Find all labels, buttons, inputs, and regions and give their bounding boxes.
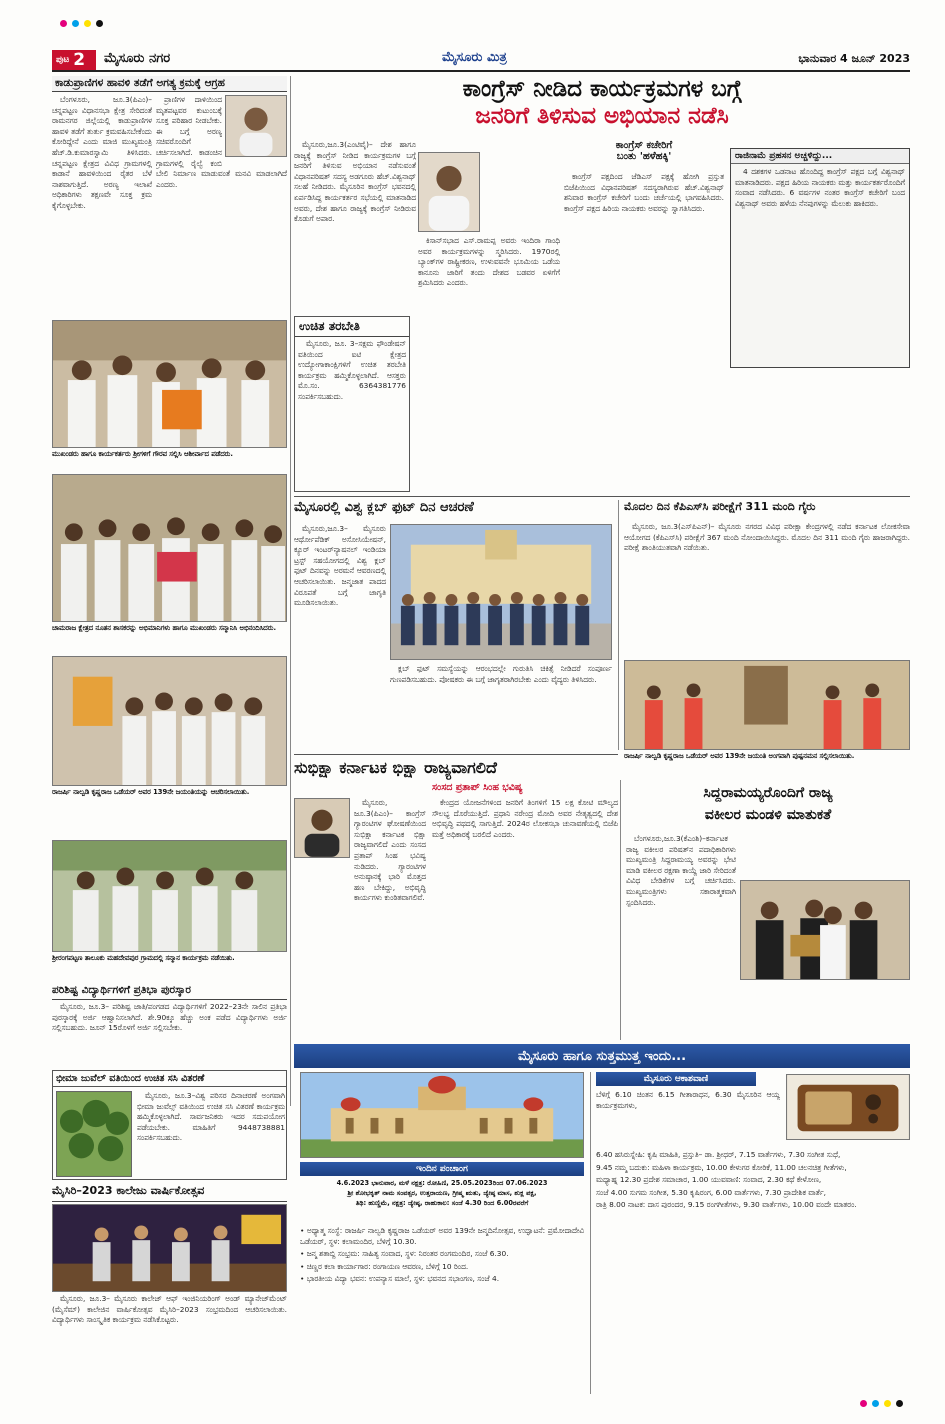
scholar-body-wrap [52,1002,287,1068]
lawyers-headline-1: ಸಿದ್ದರಾಮಯ್ಯರೊಂದಿಗೆ ರಾಜ್ಯ [703,785,833,801]
resign-box [730,148,910,368]
photo-mla-felicitation [52,474,287,622]
page-number-badge [52,50,96,70]
meeting-photo-icon [741,881,909,979]
congress-kicker-1: ಕಾಂಗ್ರೆಸ್ ಕಚೇರಿಗೆ [615,140,673,151]
kpsc-headline-box [624,500,910,520]
training-box [294,316,410,492]
photo-seer-caption: ಮುಖಂಡರು ಹಾಗೂ ಕಾರ್ಯಕರ್ತರು ಶ್ರೀಗಳಿಗೆ ಗೌರವ ಸಲ್ಲಿಸಿ ಆಶೀರ್ವಾದ ಪಡೆದರು. [52,450,233,458]
saplings-box [52,1070,287,1180]
lawyers-headline-2: ವಕೀಲರ ಮಂಡಳಿ ಮಾತುಕತೆ [704,807,832,823]
photo-wadiyar-caption: ರಾಜರ್ಷಿ ನಾಲ್ವಡಿ ಕೃಷ್ಣರಾಜ ಒಡೆಯರ್ ಅವರ 139ನೇ ಜಯಂತಿಯನ್ನು ಆಚರಿಸಲಾಯಿತು. [52,788,250,796]
event-item: • ಜನ್ಮ ಶತಾಬ್ದಿ ಸಂಭ್ರಮ: ಸಾಹಿತ್ಯ ಸಂವಾದ, ಸ್ಥಳ: ನಿರಂತರ ರಂಗಮಂದಿರ, ಸಂಜೆ 6.30. [300,1249,509,1259]
training-body-wrap [295,337,409,407]
club-foot-body2: ಕ್ಲಬ್ ಫುಟ್ ಸಮಸ್ಯೆಯನ್ನು ಆರಂಭದಲ್ಲೇ ಗುರುತಿಸಿ ಚಿಕಿತ್ಸೆ ನೀಡಿದರೆ ಸಂಪೂರ್ಣ ಗುಣಪಡಿಸಬಹುದು. ಪೋಷಕರು ಈ ಬಗ್ಗೆ ಜಾಗೃತರಾಗಿರಬೇಕು ಎಂದು ವೈದ್ಯರು ತಿಳಿಸಿದರು. [390,664,612,684]
portrait-icon [419,153,479,231]
group-photo-icon [53,841,286,951]
congress-body3: ಕಿಸಾನ್‌ಸಭಾದ ಎಸ್.ರಾಮಪ್ಪ ಅವರು ಇಂದಿರಾ ಗಾಂಧಿ ಅವರ ಕಾರ್ಯಕ್ರಮಗಳನ್ನು ಸ್ಮರಿಸಿದರು. 1970ರಲ್ಲಿ ಬ್ಯಾಂಕ್‌ಗಳ ರಾಷ್ಟ್ರೀಕರಣ, ಉಳುವವನೇ ಭೂಮಿಯ ಒಡೆಯ ಕಾನೂನು ಜಾರಿಗೆ ತಂದು ದೇಶದ ಬಡವರ ಏಳಿಗೆಗೆ ಶ್ರಮಿಸಿದರು ಎಂದರು. [418,236,560,288]
congress-kicker-2: ಬಂತು 'ಹಳೆಹಕ್ಕಿ' [616,151,672,162]
radio-photo [786,1074,910,1140]
panchanga-line-2: ಶ್ರೀ ಶೋಭಕೃತ್ ನಾಮ ಸಂವತ್ಸರ, ಉತ್ತರಾಯಣ, ಗ್ರೀಷ್ಮ ಋತು, ಜ್ಯೇಷ್ಠ ಮಾಸ, ಶುಕ್ಲ ಪಕ್ಷ, [347,1189,537,1197]
congress-body-col2 [418,236,560,492]
radio-item: ಮಧ್ಯಾಹ್ನ 12.30 ಪ್ರದೇಶ ಸಮಾಚಾರ, 1.00 ಯುವವಾಣಿ: ಸಂವಾದ, 2.30 ಕಥೆ ಕೇಳೋಣ, [596,1175,822,1185]
congress-body2: ಕಾಂಗ್ರೆಸ್ ಪಕ್ಷದಿಂದ ಜೆಡಿಎಸ್ ಪಕ್ಷಕ್ಕೆ ಹೋಗಿ ಪ್ರಸ್ತುತ ಬಿಜೆಪಿಯಿಂದ ವಿಧಾನಪರಿಷತ್ ಸದಸ್ಯರಾಗಿರುವ ಹೆಚ್.ವಿಶ್ವನಾಥ್ ಶನಿವಾರ ಕಾಂಗ್ರೆಸ್ ಕಚೇರಿಗೆ ಬಂದು ಚರ್ಚೆಯಲ್ಲಿ ಭಾಗವಹಿಸಿದರು. ಕಾಂಗ್ರೆಸ್ ಪಕ್ಷದ ಹಿರಿಯ ನಾಯಕರು ಅವರನ್ನು ಸ್ವಾಗತಿಸಿದರು. [564,172,724,213]
group-photo-icon [53,475,286,621]
plants-icon [57,1092,131,1176]
scholar-headline-box [52,984,287,1000]
resign-body-wrap [731,164,909,214]
resign-headline: ರಾಜಿನಾಮೆ ಪ್ರಹಸನ ಅಚ್ಚಳಿದ್ದು... [731,149,909,164]
radio-schedule [596,1150,910,1394]
radio-item: ಸಂಜೆ 4.00 ಸುಗಮ ಸಂಗೀತ, 5.30 ಕೃಷಿರಂಗ, 6.00 ವಾರ್ತೆಗಳು, 7.30 ಪ್ರಾದೇಶಿಕ ವಾರ್ತೆ, [596,1187,827,1197]
registration-mark [84,20,91,27]
event-item: • ಅಧ್ಯಾತ್ಮ ಸಂಸ್ಥೆ: ರಾಜರ್ಷಿ ನಾಲ್ವಡಿ ಕೃಷ್ಣರಾಜ ಒಡೆಯರ್ ಅವರ 139ನೇ ಜನ್ಮದಿನೋತ್ಸವ, ಉದ್ಘಾಟನೆ: ಪ್ರಮೋದಾದೇವಿ ಒಡೆಯರ್, ಸ್ಥಳ: ಕಲಾಮಂದಿರ, ಬೆಳಿಗ್ಗೆ 10.30. [300,1226,584,1246]
today-banner-text: ಮೈಸೂರು ಹಾಗೂ ಸುತ್ತಮುತ್ತ ಇಂದು... [517,1048,687,1064]
portrait-icon [226,96,286,156]
prathap-headline: ಸುಭಿಕ್ಷಾ ಕರ್ನಾಟಕ ಭಿಕ್ಷಾ ರಾಜ್ಯವಾಗಲಿದೆ [294,758,497,777]
photo-wadiyar-jayanti [52,656,287,786]
club-foot-body-col1 [294,524,386,750]
congress-kicker [564,140,724,168]
registration-mark [896,1400,903,1407]
photo-wadiyar-statue [624,660,910,750]
club-foot-body1: ಮೈಸೂರು,ಜೂ.3– ಮೈಸೂರು ಆರ್ಥೋಪೆಡಿಕ್ ಅಸೋಸಿಯೇಷನ್, ಕ್ಯೂರ್ ಇಂಟರ್‌ನ್ಯಾಷನಲ್ ಇಂಡಿಯಾ ಟ್ರಸ್ಟ್ ಸಹಯೋಗದಲ್ಲಿ ವಿಶ್ವ ಕ್ಲಬ್ ಫುಟ್ ದಿನವನ್ನು ಅರಮನೆ ಆವರಣದಲ್ಲಿ ಆಚರಿಸಲಾಯಿತು. ಜನ್ಮಜಾತ ಪಾದದ ವಿರೂಪತೆ ಬಗ್ಗೆ ಜಾಗೃತಿ ಮೂಡಿಸಲಾಯಿತು. [294,524,386,608]
vishwanath-photo [418,152,480,232]
scholar-body: ಮೈಸೂರು, ಜೂ.3– ಪರಿಶಿಷ್ಟ ಜಾತಿ/ಪಂಗಡದ ವಿದ್ಯಾರ್ಥಿಗಳಿಗೆ 2022–23ನೇ ಸಾಲಿನ ಪ್ರತಿಭಾ ಪುರಸ್ಕಾರಕ್ಕೆ ಅರ್ಜಿ ಆಹ್ವಾನಿಸಲಾಗಿದೆ. ಶೇ.90ಕ್ಕೂ ಹೆಚ್ಚು ಅಂಕ ಪಡೆದ ವಿದ್ಯಾರ್ಥಿಗಳು ಅರ್ಜಿ ಸಲ್ಲಿಸಬಹುದು. ಜೂನ್ 15ರೊಳಗೆ ಅರ್ಜಿ ಸಲ್ಲಿಸಬೇಕು. [52,1002,287,1033]
prathap-body1: ಮೈಸೂರು, ಜೂ.3(ಪಿಎಂ)– ಕಾಂಗ್ರೆಸ್ ಗ್ಯಾರಂಟಿಗಳ ಘೋಷಣೆಯಿಂದ ಸುಭಿಕ್ಷಾ ಕರ್ನಾಟಕ ಭಿಕ್ಷಾ ರಾಜ್ಯವಾಗಲಿದೆ ಎಂದು ಸಂಸದ ಪ್ರತಾಪ್ ಸಿಂಹ ಭವಿಷ್ಯ ನುಡಿದರು. ಗ್ಯಾರಂಟಿಗಳ ಅನುಷ್ಠಾನಕ್ಕೆ ಭಾರಿ ಮೊತ್ತದ ಹಣ ಬೇಕಿದ್ದು, ಅಭಿವೃದ್ಧಿ ಕಾರ್ಯಗಳು ಕುಂಠಿತವಾಗಲಿವೆ. [354,798,426,903]
radio-item: 9.45 ನಮ್ಮ ಬದುಕು: ಮಹಿಳಾ ಕಾರ್ಯಕ್ರಮ, 10.00 ಕೇಳುಗರ ಕೋರಿಕೆ, 11.00 ಚಲನಚಿತ್ರ ಗೀತೆಗಳು, [596,1162,847,1172]
club-foot-headline: ಮೈಸೂರಲ್ಲಿ ವಿಶ್ವ ಕ್ಲಬ್ ಫುಟ್ ದಿನ ಆಚರಣೆ [294,500,474,515]
panchanga-title-bar [300,1162,584,1176]
masthead: ಮೈಸೂರು ಮಿತ್ರ [442,50,507,65]
prathap-body-col1 [354,798,426,1038]
radio-title: ಮೈಸೂರು ಆಕಾಶವಾಣಿ [643,1074,709,1084]
kpsc-headline: ಮೊದಲ ದಿನ ಕೆಪಿಎಸ್‌ಸಿ ಪರೀಕ್ಷೆಗೆ 311 ಮಂದಿ ಗೈರು [624,500,816,513]
issue-date: ಭಾನುವಾರ 4 ಜೂನ್ 2023 [798,52,910,65]
congress-headline-1: ಕಾಂಗ್ರೆಸ್ ನೀಡಿದ ಕಾರ್ಯಕ್ರಮಗಳ ಬಗ್ಗೆ [462,76,742,102]
column-divider [590,1072,591,1394]
saplings-photo [56,1091,132,1177]
radio-item: 6.40 ಹಸಿರುಸ್ನೇಹಿ: ಕೃಷಿ ಮಾಹಿತಿ, ಪ್ರಸ್ತುತಿ– ಡಾ. ಶ್ರೀಧರ್, 7.15 ವಾರ್ತೆಗಳು, 7.30 ಸಂಗೀತ ಸುಧೆ, [596,1150,841,1159]
page-number: 2 [73,50,86,70]
congress-body1: ಮೈಸೂರು,ಜೂ.3(ಎಂಟಿವೈ)– ದೇಶ ಹಾಗೂ ರಾಜ್ಯಕ್ಕೆ ಕಾಂಗ್ರೆಸ್ ನೀಡಿದ ಕಾರ್ಯಕ್ರಮಗಳ ಬಗ್ಗೆ ಜನರಿಗೆ ತಿಳಿಸುವ ಅಭಿಯಾನ ನಡೆಸುವಂತೆ ವಿಧಾನಪರಿಷತ್ ಸದಸ್ಯ ಅಡಗೂರು ಹೆಚ್.ವಿಶ್ವನಾಥ್ ಸಲಹೆ ನೀಡಿದರು. ಮೈಸೂರಿನ ಕಾಂಗ್ರೆಸ್ ಭವನದಲ್ಲಿ ಏರ್ಪಡಿಸಿದ್ದ ಕಾರ್ಯಕರ್ತರ ಸಭೆಯಲ್ಲಿ ಮಾತನಾಡಿದ ಅವರು, ದೇಶ ಹಾಗೂ ರಾಜ್ಯಕ್ಕೆ ಕಾಂಗ್ರೆಸ್ ನೀಡಿರುವ ಕೊಡುಗೆ ಅಪಾರ. [294,140,416,224]
group-photo-icon [53,321,286,447]
college-headline-box [52,1184,287,1202]
radio-intro-wrap [596,1090,780,1150]
farm-debt-body: ಬೆಂಗಳೂರು, ಜೂ.3(ಪಿಎಂ)– ಚನ್ನಪಟ್ಟಣ ವಿಧಾನಸಭಾ ಕ್ಷೇತ್ರ ಸೇರಿದಂತೆ ರಾಮನಗರ ಜಿಲ್ಲೆಯಲ್ಲಿ ಕಾಡುಪ್ರಾಣಿಗಳ ಹಾವಳಿ ತಡೆಗೆ ತುರ್ತು ಕ್ರಮವಹಿಸಬೇಕೆಂದು ಕೋರಿದ್ದೇನೆ ಎಂದು ಮಾಜಿ ಮುಖ್ಯಮಂತ್ರಿ ಹೆಚ್.ಡಿ.ಕುಮಾರಸ್ವಾಮಿ ತಿಳಿಸಿದರು. ಚನ್ನಪಟ್ಟಣ ಕ್ಷೇತ್ರದ ವಿವಿಧ ಗ್ರಾಮಗಳಲ್ಲಿ ಕಾಡಾನೆ ಹಾವಳಿಯಿಂದ ರೈತರ ಬೆಳೆ ನಾಶವಾಗುತ್ತಿದೆ. ಅರಣ್ಯ ಇಲಾಖೆ ಅಧಿಕಾರಿಗಳು ತಕ್ಷಣವೇ ಸೂಕ್ತ ಕ್ರಮ ಕೈಗೊಳ್ಳಬೇಕು. [52,95,152,210]
prathap-headline-box [294,758,618,782]
lawyers-body-wrap [626,834,736,1038]
lawyers-photo [740,880,910,980]
page-header [52,50,910,72]
radio-intro: ಬೆಳಿಗ್ಗೆ 6.10 ಚಿಂತನ 6.15 ಗೀತಾರಾಧನ, 6.30 ಮೈಸೂರಿನ ಆಯ್ದ ಕಾರ್ಯಕ್ರಮಗಳು, [596,1090,780,1110]
farm-debt-body-col1 [52,95,152,315]
college-headline: ಮೈಸಿರಿ–2023 ಕಾಲೇಜು ವಾರ್ಷಿಕೋತ್ಸವ [52,1184,205,1197]
panchanga-box [300,1178,584,1222]
today-banner [294,1044,910,1068]
kpsc-body-wrap [624,522,910,656]
column-divider [620,780,621,1040]
group-photo-icon [625,661,909,749]
panchanga-line-1: 4.6.2023 ಭಾನುವಾರ, ಮಳೆ ನಕ್ಷತ್ರ: ರೋಹಿಣಿ, 25.05.2023ರಿಂದ 07.06.2023 [336,1179,548,1187]
stage-photo-icon [53,1205,286,1291]
lawyers-body: ಬೆಂಗಳೂರು,ಜೂ.3(ಕೆಎಂಶಿ)–ಕರ್ನಾಟಕ ರಾಜ್ಯ ವಕೀಲರ ಪರಿಷತ್‌ನ ಪದಾಧಿಕಾರಿಗಳು ಮುಖ್ಯಮಂತ್ರಿ ಸಿದ್ದರಾಮಯ್ಯ ಅವರನ್ನು ಭೇಟಿ ಮಾಡಿ ವಕೀಲರ ರಕ್ಷಣಾ ಕಾಯ್ದೆ ಜಾರಿ ಸೇರಿದಂತೆ ವಿವಿಧ ಬೇಡಿಕೆಗಳ ಬಗ್ಗೆ ಚರ್ಚಿಸಿದರು. ಮುಖ್ಯಮಂತ್ರಿಗಳು ಸಕಾರಾತ್ಮಕವಾಗಿ ಸ್ಪಂದಿಸಿದರು. [626,834,736,907]
mysore-palace-icon [301,1073,583,1157]
section-divider [294,754,618,755]
events-list [300,1226,584,1394]
prathap-body-col2 [432,798,618,1038]
registration-mark [72,20,79,27]
photo-statue-caption: ರಾಜರ್ಷಿ ನಾಲ್ವಡಿ ಕೃಷ್ಣರಾಜ ಒಡೆಯರ್ ಅವರ 139ನೇ ಜಯಂತಿ ಅಂಗವಾಗಿ ಪುಷ್ಪನಮನ ಸಲ್ಲಿಸಲಾಯಿತು. [624,752,855,760]
radio-icon [787,1075,909,1139]
palace-photo [300,1072,584,1158]
photo-seer-visit [52,320,287,448]
kpsc-body: ಮೈಸೂರು, ಜೂ.3(ಎಸ್‌ಪಿಎನ್)– ಮೈಸೂರು ನಗರದ ವಿವಿಧ ಪರೀಕ್ಷಾ ಕೇಂದ್ರಗಳಲ್ಲಿ ನಡೆದ ಕರ್ನಾಟಕ ಲೋಕಸೇವಾ ಆಯೋಗದ (ಕೆಪಿಎಸ್‌ಸಿ) ಪರೀಕ್ಷೆಗೆ 367 ಮಂದಿ ನೋಂದಾಯಿಸಿದ್ದರು. ಮೊದಲ ದಿನ 311 ಮಂದಿ ಗೈರು ಹಾಜರಾಗಿದ್ದರು. ಪರೀಕ್ಷೆ ಶಾಂತಿಯುತವಾಗಿ ನಡೆಯಿತು. [624,522,910,553]
training-body: ಮೈಸೂರು, ಜೂ. 3–ಸಕ್ಷಮ ಫೌಂಡೇಷನ್ ವತಿಯಿಂದ ಐಟಿ ಕ್ಷೇತ್ರದ ಉದ್ಯೋಗಾಕಾಂಕ್ಷಿಗಳಿಗೆ ಉಚಿತ ತರಬೇತಿ ಕಾರ್ಯಕ್ರಮ ಹಮ್ಮಿಕೊಳ್ಳಲಾಗಿದೆ. ಆಸಕ್ತರು ಮೊ.ಸಂ. 6364381776 ಸಂಪರ್ಕಿಸಬಹುದು. [298,339,406,401]
registration-mark [860,1400,867,1407]
saplings-body: ಮೈಸೂರು, ಜೂ.3–ವಿಶ್ವ ಪರಿಸರ ದಿನಾಚರಣೆ ಅಂಗವಾಗಿ ಭೀಮಾ ಜುವೆಲ್ಸ್ ವತಿಯಿಂದ ಉಚಿತ ಸಸಿ ವಿತರಣೆ ಕಾರ್ಯಕ್ರಮ ಹಮ್ಮಿಕೊಳ್ಳಲಾಗಿದೆ. ಸಾರ್ವಜನಿಕರು ಇದರ ಸದುಪಯೋಗ ಪಡೆಯಬೇಕು. ಮಾಹಿತಿಗೆ 9448738881 ಸಂಪರ್ಕಿಸಬಹುದು. [137,1091,285,1143]
saplings-body-wrap [137,1091,285,1177]
panchanga-title: ಇಂದಿನ ಪಂಚಾಂಗ [416,1164,468,1174]
radio-item: ರಾತ್ರಿ 8.00 ನಾಟಕ: ದಾಸ ಪುರಂದರ, 9.15 ರಂಗಗೀತೆಗಳು, 9.30 ವಾರ್ತೆಗಳು, 10.00 ವಂದೇ ಮಾತರಂ. [596,1200,857,1210]
column-divider [618,500,619,750]
training-headline: ಉಚಿತ ತರಬೇತಿ [295,317,409,337]
club-foot-body-col2 [390,664,612,750]
prathap-kicker-box [432,782,618,796]
section-title: ಮೈಸೂರು ನಗರ [104,51,171,66]
prathap-body2: ಕೇಂದ್ರದ ಯೋಜನೆಗಳಿಂದ ಜನರಿಗೆ ತಿಂಗಳಿಗೆ 15 ಲಕ್ಷ ಕೋಟಿ ಮೌಲ್ಯದ ಸೌಲಭ್ಯ ದೊರೆಯುತ್ತಿದೆ. ಪ್ರಧಾನಿ ನರೇಂದ್ರ ಮೋದಿ ಅವರ ನೇತೃತ್ವದಲ್ಲಿ ದೇಶ ಅಭಿವೃದ್ಧಿ ಪಥದಲ್ಲಿ ಸಾಗುತ್ತಿದೆ. 2024ರ ಲೋಕಸಭಾ ಚುನಾವಣೆಯಲ್ಲಿ ಬಿಜೆಪಿ ಮತ್ತೆ ಅಧಿಕಾರಕ್ಕೆ ಬರಲಿದೆ ಎಂದರು. [432,798,618,839]
college-photo [52,1204,287,1292]
registration-mark [60,20,67,27]
section-divider [294,496,910,497]
scholar-headline: ಪರಿಶಿಷ್ಟ ವಿದ್ಯಾರ್ಥಿಗಳಿಗೆ ಪ್ರತಿಭಾ ಪುರಸ್ಕಾರ [52,984,191,996]
panchanga-line-3: ತಿಥಿ: ಹುಣ್ಣಿಮೆ, ನಕ್ಷತ್ರ: ಜ್ಯೇಷ್ಠ, ರಾಹುಕಾಲ: ಸಂಜೆ 4.30 ರಿಂದ 6.00ರವರೆಗೆ [355,1199,529,1207]
prathap-kicker: ಸಂಸದ ಪ್ರತಾಪ್ ಸಿಂಹ ಭವಿಷ್ಯ [432,782,523,793]
college-body-wrap [52,1294,287,1394]
group-photo-icon [53,657,286,785]
resign-body: 4 ದಶಕಗಳ ಒಡನಾಟ ಹೊಂದಿದ್ದ ಕಾಂಗ್ರೆಸ್ ಪಕ್ಷದ ಬಗ್ಗೆ ವಿಶ್ವನಾಥ್ ಮಾತನಾಡಿದರು. ಪಕ್ಷದ ಹಿರಿಯ ನಾಯಕರು ಮತ್ತು ಕಾರ್ಯಕರ್ತರೊಂದಿಗೆ ಸಂವಾದ ನಡೆಸಿದರು. 6 ವರ್ಷಗಳ ನಂತರ ಕಾಂಗ್ರೆಸ್ ಕಚೇರಿಗೆ ಬಂದ ವಿಶ್ವನಾಥ್ ಅವರು ಹಳೆಯ ನೆನಪುಗಳನ್ನು ಮೆಲುಕು ಹಾಕಿದರು. [735,167,905,208]
event-item: • ಚಿಣ್ಣರ ಕಲಾ ಕಾರ್ಯಾಗಾರ: ರಂಗಾಯಣ ಆವರಣ, ಬೆಳಿಗ್ಗೆ 10 ರಿಂದ. [300,1261,469,1271]
club-foot-headline-box [294,500,612,520]
photo-mla-caption: ಚಾಮರಾಜ ಕ್ಷೇತ್ರದ ನೂತನ ಶಾಸಕರನ್ನು ಅಭಿಮಾನಿಗಳು ಹಾಗೂ ಮುಖಂಡರು ಸನ್ಮಾನಿಸಿ ಅಭಿನಂದಿಸಿದರು. [52,624,277,632]
palace-group-photo-icon [391,525,611,659]
registration-mark [884,1400,891,1407]
lawyers-headline-box [626,782,910,832]
photo-village-caption: ಶ್ರೀರಂಗಪಟ್ಟಣ ತಾಲೂಕು ಮಹದೇವಪುರ ಗ್ರಾಮದಲ್ಲಿ ಸನ್ಮಾನ ಕಾರ್ಯಕ್ರಮ ನಡೆಯಿತು. [52,954,235,962]
kumaraswamy-photo [225,95,287,157]
farm-debt-headline-box [52,76,287,92]
prathap-photo [294,798,350,858]
radio-title-bar [596,1072,756,1086]
photo-village-felicitation [52,840,287,952]
registration-mark [872,1400,879,1407]
congress-body-col3 [564,172,724,492]
farm-debt-body2: ಪ್ರಾಣಿಗಳ ದಾಳಿಯಿಂದ ಮೃತಪಟ್ಟವರ ಕುಟುಂಬಕ್ಕೆ ಸೂಕ್ತ ಪರಿಹಾರ ನೀಡಬೇಕು. ಈ ಬಗ್ಗೆ ಅರಣ್ಯ ಸಚಿವರೊಂದಿಗೆ ಚರ್ಚಿಸಲಾಗಿದೆ. ಕಾಡಂಚಿನ ಗ್ರಾಮಗಳಲ್ಲಿ ರೈಲ್ವೆ ಕಂಬಿ ಬೇಲಿ ನಿರ್ಮಾಣ ಮಾಡುವಂತೆ ಮನವಿ ಮಾಡಲಾಗಿದೆ ಎಂದರು. [156,95,287,189]
event-item: • ಭಾರತೀಯ ವಿದ್ಯಾ ಭವನ: ಉಪನ್ಯಾಸ ಮಾಲೆ, ಸ್ಥಳ: ಭವನದ ಸಭಾಂಗಣ, ಸಂಜೆ 4. [300,1274,500,1284]
farm-debt-headline: ಕಾಡುಪ್ರಾಣಿಗಳ ಹಾವಳಿ ತಡೆಗೆ ಅಗತ್ಯ ಕ್ರಮಕ್ಕೆ ಆಗ್ರಹ [55,77,225,89]
registration-mark [96,20,103,27]
portrait-icon [295,799,349,857]
page-label: ಪುಟ [56,55,70,65]
saplings-headline: ಭೀಮಾ ಜುವೆಲ್ ವತಿಯಿಂದ ಉಚಿತ ಸಸಿ ವಿತರಣೆ [53,1071,286,1087]
congress-headline-box [294,76,910,134]
college-body: ಮೈಸೂರು, ಜೂ.3– ಮೈಸೂರು ಕಾಲೇಜ್ ಆಫ್ ಇಂಜಿನಿಯರಿಂಗ್ ಅಂಡ್ ಮ್ಯಾನೇಜ್‌ಮೆಂಟ್ (ಮೈಸೆಮ್) ಕಾಲೇಜಿನ ವಾರ್ಷಿಕೋತ್ಸವ ಮೈಸಿರಿ–2023 ಸಂಭ್ರಮದಿಂದ ಆಚರಿಸಲಾಯಿತು. ವಿದ್ಯಾರ್ಥಿಗಳು ಸಾಂಸ್ಕೃತಿಕ ಕಾರ್ಯಕ್ರಮ ನಡೆಸಿಕೊಟ್ಟರು. [52,1294,287,1325]
congress-headline-2: ಜನರಿಗೆ ತಿಳಿಸುವ ಅಭಿಯಾನ ನಡೆಸಿ [475,103,729,129]
column-divider [290,76,291,1106]
farm-debt-body-col2 [156,95,287,315]
club-foot-photo [390,524,612,660]
